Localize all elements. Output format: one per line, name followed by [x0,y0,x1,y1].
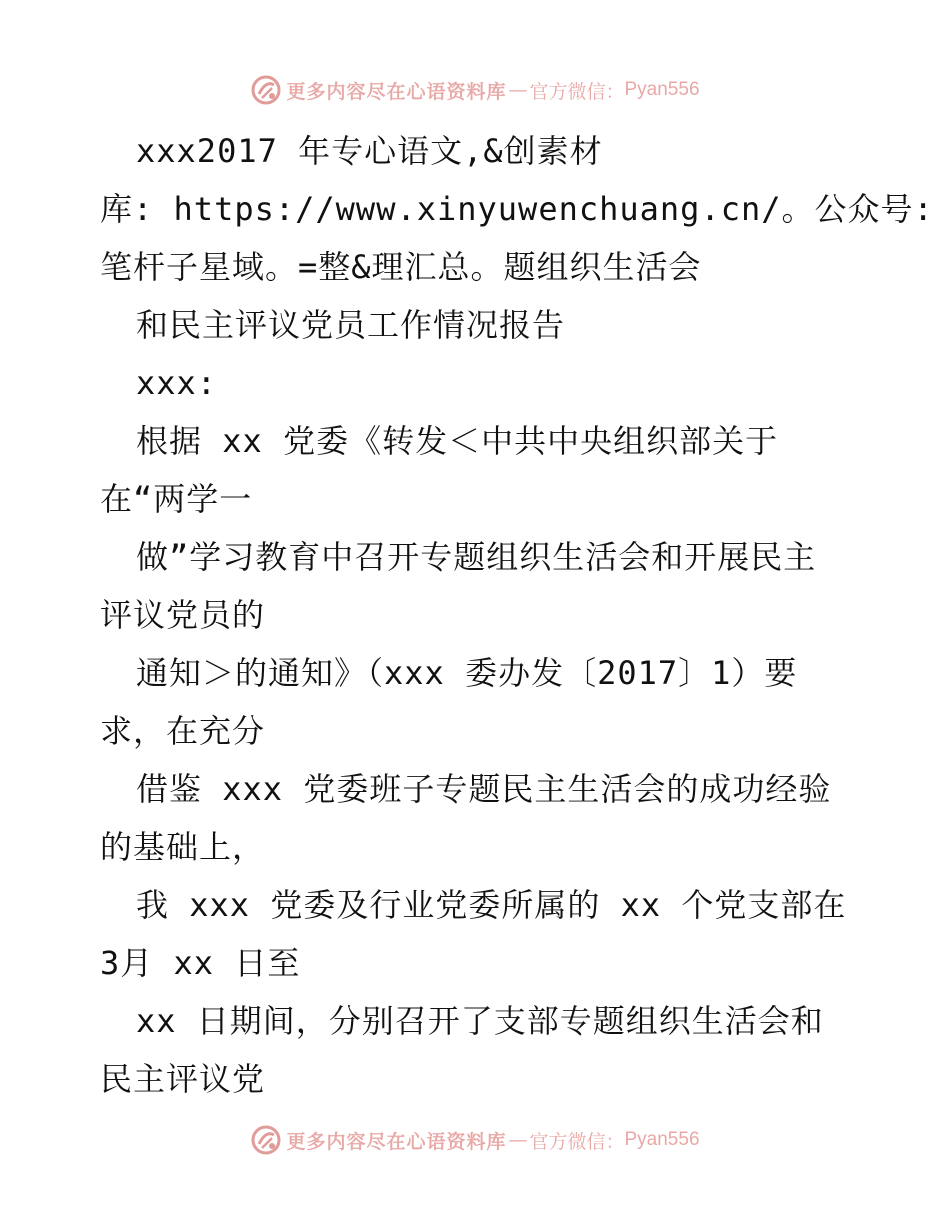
banner-wechat-id: Pyan556 [624,79,700,100]
document-line: 做”学习教育中召开专题组织生活会和开展民主 [136,538,817,576]
footer-banner [0,1122,950,1158]
document-line: 通知＞的通知》（xxx 委办发〔2017〕1）要 [136,654,798,692]
document-line: 评议党员的 [100,596,266,634]
document-line: 根据 xx 党委《转发＜中共中央组织部关于 [136,422,779,460]
banner-main-text: 更多内容尽在心语资料库 [286,80,507,103]
brand-logo-icon [250,1124,282,1156]
banner-separator: — [508,79,528,101]
document-line: 求，在充分 [100,712,266,750]
document-line: 库: https://www.xinyuwenchuang.cn/。公众号: [100,190,934,228]
brand-logo-icon [250,74,282,106]
document-line: 3月 xx 日至 [100,944,301,982]
banner-separator: — [508,1129,528,1151]
banner-wechat-id: Pyan556 [624,1129,700,1150]
banner-wechat-label: 官方微信： [529,1130,625,1153]
document-line: 的基础上， [100,828,266,866]
document-line: 民主评议党 [100,1060,266,1098]
document-line: 和民主评议党员工作情况报告 [136,306,566,344]
document-line: 我 xxx 党委及行业党委所属的 xx 个党支部在 [136,886,847,924]
document-body [100,122,934,1108]
banner-wechat-label: 官方微信： [529,80,625,103]
document-line: xxx: [136,364,218,402]
banner-main-text: 更多内容尽在心语资料库 [286,1130,507,1153]
document-line: xxx2017 年专心语文,&创素材 [136,132,603,170]
header-banner [0,72,950,108]
document-line: 笔杆子星域。=整&理汇总。题组织生活会 [100,248,702,286]
document-line: xx 日期间，分别召开了支部专题组织生活会和 [136,1002,824,1040]
document-line: 在“两学一 [100,480,253,518]
document-line: 借鉴 xxx 党委班子专题民主生活会的成功经验 [136,770,832,808]
